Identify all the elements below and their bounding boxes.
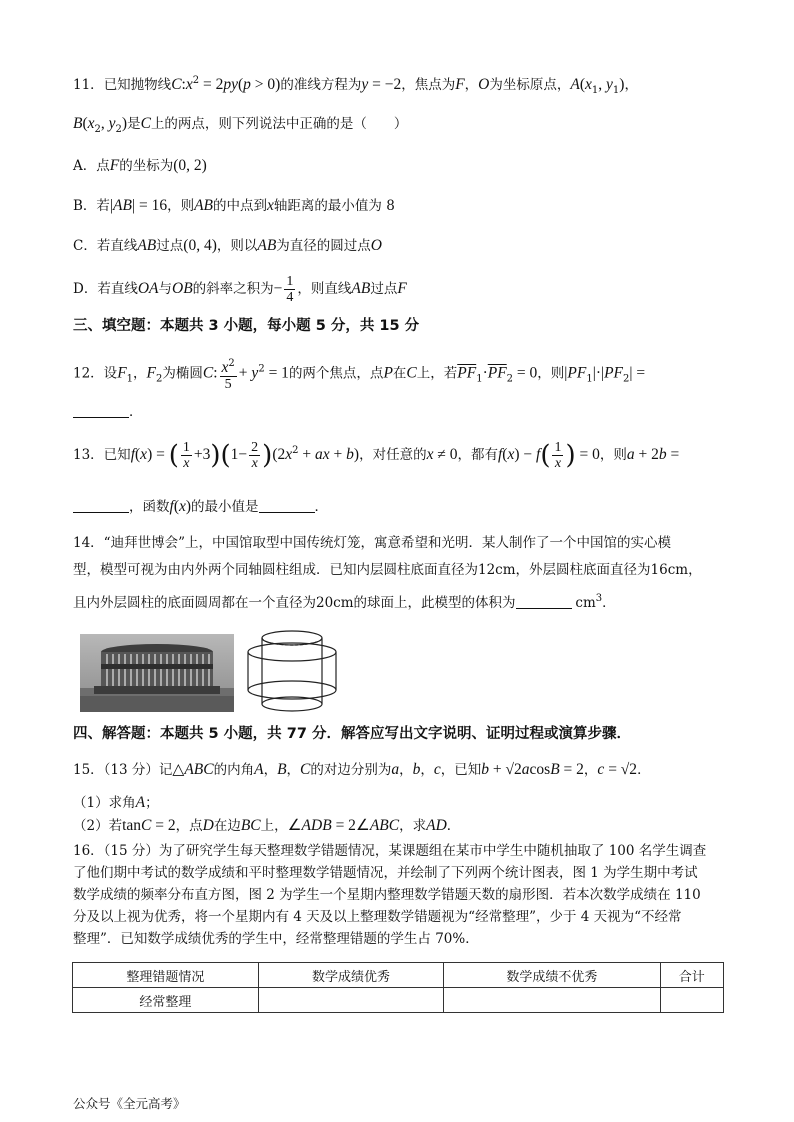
- q16-line: 数学成绩的频率分布直方图，图 2 为学生一个星期内整理数学错题天数的扇形图．若本次数学成绩在 110: [73, 887, 701, 903]
- table-row: [73, 988, 724, 1013]
- answer-blank[interactable]: [259, 511, 315, 513]
- table-header: 整理错题情况: [73, 963, 259, 988]
- q14-line1: 14．“迪拜世博会”上，中国馆取型中国传统灯笼，寓意希望和光明．某人制作了一个中国馆的实心模: [73, 535, 671, 551]
- table-header: 数学成绩优秀: [258, 963, 444, 988]
- q11-option-d: D．若直线OA与OB的斜率之积为− $\frac{1}{4}$ ，则直线AB过点F: [73, 274, 407, 305]
- q11-line2: $B(x_2$, $y_2$)是C上的两点，则下列说法中正确的是（ ）: [73, 115, 408, 135]
- q15-sub2: （2）若tanC = 2，点D在边BC上，∠ADB = 2∠ABC，求AD．: [73, 817, 461, 834]
- q13-line1: 13．已知f(x) = ( $\frac{1}{x}$ +3)(1− $\frac{2}{x}$ )($2x^2$ + ax + b)，对任意的x ≠ 0，都有f(x) − f( $\frac{1}{x}$ ) = 0，则a + 2b =: [73, 440, 680, 471]
- cylinder-diagram: [244, 628, 340, 714]
- answer-blank[interactable]: [516, 607, 572, 609]
- q14-line3: 且内外层圆柱的底面圆周都在一个直径为20cm的球面上，此模型的体积为 $cm^3$．: [73, 593, 616, 611]
- q11-option-a: A．点F的坐标为(0, 2): [73, 157, 207, 174]
- q11-option-b: B．若|AB| = 16，则AB的中点到x轴距离的最小值为 8: [73, 197, 395, 214]
- q16-line: 整理”．已知数学成绩优秀的学生中，经常整理错题的学生占 70%．: [73, 931, 479, 947]
- table-cell: [660, 988, 723, 1013]
- q11-line1: 11．已知抛物线$C:x^2 = 2py(p > 0)$的准线方程为y = −2，焦点为F，O为坐标原点，$A(x_1$, $y_1$)，: [73, 75, 638, 96]
- q16-line: 16．（15 分）为了研究学生每天整理数学错题情况，某课题组在某市中学生中随机抽取了 100 名学生调查: [73, 843, 707, 859]
- q15-sub1: （1）求角A；: [73, 794, 159, 811]
- contingency-table: [72, 962, 724, 1013]
- q12-line1: 12．设$F_1$，$F_2$为椭圆C: $\frac{x^2}{5}$ + $y^2 = 1$的两个焦点，点P在C上，若$\overline{PF}_1\cdot\overline{PF}_2 = 0$，则$|PF_1|\cdot|PF_2|$ =: [73, 358, 646, 392]
- pavilion-photo: [80, 634, 234, 712]
- q15-line1: 15．（13 分）记△ABC的内角A，B，C的对边分别为a，b，c，已知b + √2acosB = 2，c = √2．: [73, 761, 651, 778]
- answer-blank[interactable]: [73, 416, 129, 418]
- answer-blank[interactable]: [73, 511, 129, 513]
- q13-line2: ，函数f(x)的最小值是 ．: [73, 497, 328, 517]
- q11-number: 11．: [73, 77, 104, 93]
- table-header-row: [73, 963, 724, 988]
- q16-paragraph: [73, 840, 725, 950]
- section4-heading: 四、解答题：本题共 5 小题，共 77 分．解答应写出文字说明、证明过程或演算步骤．: [73, 726, 631, 742]
- q16-line: 分及以上视为优秀，将一个星期内有 4 天及以上整理数学错题视为“经常整理”，少于 4 天视为“不经常: [73, 909, 682, 925]
- q14-line2: 型，模型可视为由内外两个同轴圆柱组成．已知内层圆柱底面直径为12cm，外层圆柱底面直径为16cm，: [73, 562, 702, 578]
- q11-option-c: C．若直线AB过点(0, 4)，则以AB为直径的圆过点O: [73, 237, 382, 254]
- footer-text: 公众号《全元高考》: [73, 1096, 186, 1111]
- q16-line: 了他们期中考试的数学成绩和平时整理数学错题情况，并绘制了下列两个统计图表，图 1 为学生期中考试: [73, 865, 698, 881]
- section3-heading: 三、填空题：本题共 3 小题，每小题 5 分，共 15 分: [73, 318, 420, 334]
- table-cell: [258, 988, 444, 1013]
- table-header: 数学成绩不优秀: [444, 963, 660, 988]
- table-header: 合计: [660, 963, 723, 988]
- q12-answer-blank: ．: [73, 402, 143, 422]
- table-cell: 经常整理: [73, 988, 259, 1013]
- table-cell: [444, 988, 660, 1013]
